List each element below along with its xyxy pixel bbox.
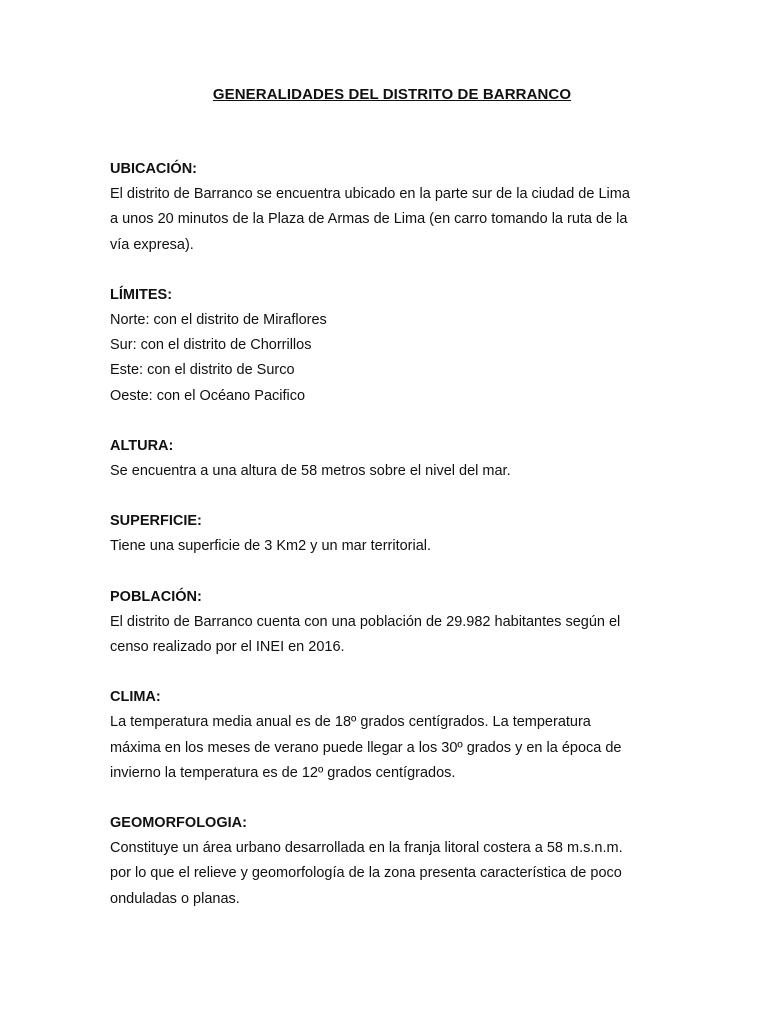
section-limites	[110, 283, 670, 409]
document-body	[110, 157, 670, 937]
paragraph-line: por lo que el relieve y geomorfología de la zona presenta característica de poco	[110, 865, 622, 882]
paragraph-line: Este: con el distrito de Surco	[110, 362, 295, 379]
paragraph-line: onduladas o planas.	[110, 890, 240, 907]
paragraph-line: El distrito de Barranco cuenta con una población de 29.982 habitantes según el	[110, 613, 621, 630]
paragraph-line: Tiene una superficie de 3 Km2 y un mar territorial.	[110, 538, 432, 555]
section-altura	[110, 434, 670, 484]
section-ubicacion	[110, 157, 670, 258]
paragraph-line: Sur: con el distrito de Chorrillos	[110, 337, 312, 354]
section-heading: POBLACIÓN:	[110, 588, 202, 605]
section-heading: LÍMITES:	[110, 286, 173, 303]
section-superficie	[110, 509, 670, 559]
paragraph-line: invierno la temperatura es de 12º grados centígrados.	[110, 764, 456, 781]
section-poblacion	[110, 585, 670, 661]
paragraph-line: Oeste: con el Océano Pacifico	[110, 387, 306, 404]
section-heading: GEOMORFOLOGIA:	[110, 815, 247, 832]
paragraph-line: máxima en los meses de verano puede llegar a los 30º grados y en la época de	[110, 739, 622, 756]
section-heading: UBICACIÓN:	[110, 161, 197, 177]
paragraph-line: Norte: con el distrito de Miraflores	[110, 311, 327, 328]
paragraph-line: El distrito de Barranco se encuentra ubicado en la parte sur de la ciudad de Lima	[110, 186, 630, 202]
paragraph-line: Se encuentra a una altura de 58 metros sobre el nivel del mar.	[110, 463, 511, 480]
section-heading: ALTURA:	[110, 438, 174, 455]
section-geomorfologia	[110, 811, 670, 912]
section-clima	[110, 685, 670, 786]
paragraph-line: Constituye un área urbano desarrollada en la franja litoral costera a 58 m.s.n.m.	[110, 840, 623, 857]
section-heading: SUPERFICIE:	[110, 513, 202, 530]
section-heading: CLIMA:	[110, 689, 161, 706]
paragraph-line: vía expresa).	[110, 236, 194, 253]
paragraph-line: a unos 20 minutos de la Plaza de Armas de Lima (en carro tomando la ruta de la	[110, 211, 628, 228]
paragraph-line: La temperatura media anual es de 18º grados centígrados. La temperatura	[110, 714, 591, 731]
paragraph-line: censo realizado por el INEI en 2016.	[110, 638, 345, 655]
document-title: GENERALIDADES DEL DISTRITO DE BARRANCO	[212, 86, 572, 103]
